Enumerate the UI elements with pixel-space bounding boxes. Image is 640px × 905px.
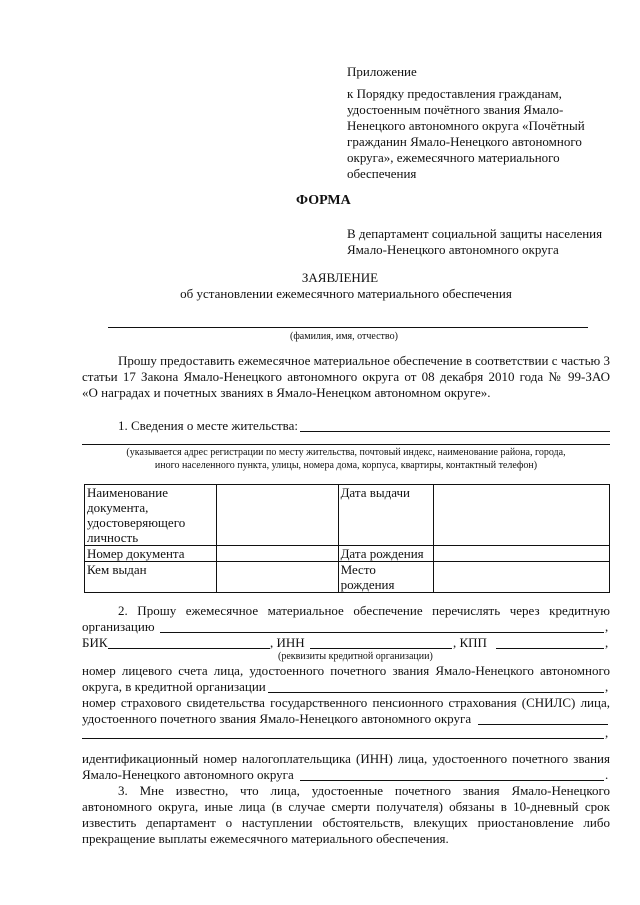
table-row (85, 562, 610, 593)
name-caption: (фамилия, имя, отчество) (290, 331, 398, 342)
form-title: ФОРМА (296, 193, 351, 208)
addressee-line-2: Ямало-Ненецкого автономного округа (347, 242, 559, 257)
requisites-caption: (реквизиты кредитной организации) (278, 651, 433, 662)
doc-number-label: Номер документа (85, 546, 217, 562)
appendix-line: удостоенным почётного звания Ямало- (347, 102, 564, 117)
notice-line: прекращение выплаты ежемесячного материального обеспечения. (82, 831, 449, 846)
inn-person-line-2: Ямало-Ненецкого автономного округа (82, 767, 294, 782)
snils-field-line-2[interactable] (82, 738, 604, 739)
inn-person-period: . (605, 767, 609, 782)
appendix-line: обеспечения (347, 166, 417, 181)
statement-title: ЗАЯВЛЕНИЕ (301, 270, 379, 285)
residence-caption-2: иного населенного пункта, улицы, номера дома, корпуса, квартиры, контактный телефон) (154, 460, 538, 471)
birth-place-value[interactable] (434, 562, 610, 593)
snils-comma: , (605, 725, 609, 740)
snils-line-2: удостоенного почетного звания Ямало-Ненецкого автономного округа (82, 711, 472, 726)
birth-place-line: рождения (340, 577, 395, 592)
issued-by-value[interactable] (216, 562, 338, 593)
notice-line: известить департамент о наступлении обстоятельств, влекущих приостановление либо (82, 815, 610, 830)
residence-field-line-2[interactable] (82, 444, 610, 445)
residence-field-line-1[interactable] (300, 431, 610, 432)
name-field-line[interactable] (108, 327, 588, 328)
kpp-field-line[interactable] (496, 648, 604, 649)
request-line: Прошу предоставить ежемесячное материальное обеспечение в соответствии с частью 3 (118, 353, 610, 368)
org-label: организацию (82, 619, 155, 634)
doc-number-value[interactable] (216, 546, 338, 562)
kpp-comma: , (605, 635, 609, 650)
appendix-text (347, 86, 607, 182)
doc-name-label (85, 485, 217, 546)
issue-date-label: Дата выдачи (338, 485, 434, 546)
org-comma: , (605, 619, 609, 634)
inn-person-line-1: идентификационный номер налогоплательщика (ИНН) лица, удостоенного почетного звания (82, 751, 610, 766)
issue-date-value[interactable] (434, 485, 610, 546)
inn-person-field-line[interactable] (300, 780, 604, 781)
org-field-line[interactable] (160, 632, 604, 633)
residence-caption-1: (указывается адрес регистрации по месту жительства, почтовый индекс, наименование района, города, (126, 447, 566, 458)
birth-date-value[interactable] (434, 546, 610, 562)
account-line-1: номер лицевого счета лица, удостоенного почетного звания Ямало-Ненецкого автономного (82, 663, 610, 678)
doc-name-line: удостоверяющего (87, 515, 186, 530)
doc-name-line: документа, (87, 500, 149, 515)
addressee-line-1: В департамент социальной защиты населения (347, 226, 603, 241)
notice-paragraph (82, 783, 610, 847)
snils-line-1: номер страхового свидетельства государственного пенсионного страхования (СНИЛС) лица, (82, 695, 610, 710)
doc-name-line: личность (87, 530, 139, 545)
account-field-line[interactable] (268, 692, 604, 693)
table-row (85, 546, 610, 562)
appendix-line: к Порядку предоставления гражданам, (347, 86, 562, 101)
issued-by-label: Кем выдан (85, 562, 217, 593)
doc-name-value[interactable] (216, 485, 338, 546)
residence-label: 1. Сведения о месте жительства: (118, 418, 299, 433)
request-paragraph (82, 353, 610, 401)
appendix-line: округа», ежемесячного материального (347, 150, 560, 165)
inn-field-line[interactable] (310, 648, 452, 649)
birth-date-label: Дата рождения (338, 546, 434, 562)
bik-label: БИК (82, 635, 108, 650)
birth-place-line: Место (340, 562, 376, 577)
bik-field-line[interactable] (108, 648, 270, 649)
transfer-line-1: 2. Прошу ежемесячное материальное обеспечение перечислять через кредитную (118, 603, 610, 618)
snils-field-line[interactable] (478, 724, 608, 725)
request-line: статьи 17 Закона Ямало-Ненецкого автономного округа от 08 декабря 2010 года № 99-ЗАО (82, 369, 610, 384)
appendix-line: гражданин Ямало-Ненецкого автономного (347, 134, 582, 149)
account-comma: , (605, 679, 609, 694)
kpp-label: , КПП (453, 635, 487, 650)
inn-label: , ИНН (270, 635, 305, 650)
account-line-2: округа, в кредитной организации (82, 679, 266, 694)
id-document-table (84, 484, 610, 593)
notice-line: 3. Мне известно, что лица, удостоенные почетного звания Ямало-Ненецкого (118, 783, 610, 798)
request-line: «О наградах и почетных званиях в Ямало-Ненецком автономном округе». (82, 385, 491, 400)
appendix-title: Приложение (347, 64, 417, 79)
birth-place-label (338, 562, 434, 593)
notice-line: автономного округа, иные лица (в случае смерти получателя) обязаны в 10-дневный срок (82, 799, 610, 814)
appendix-line: Ненецкого автономного округа «Почётный (347, 118, 585, 133)
doc-name-line: Наименование (87, 485, 168, 500)
table-row (85, 485, 610, 546)
statement-subtitle: об установлении ежемесячного материального обеспечения (180, 286, 512, 301)
